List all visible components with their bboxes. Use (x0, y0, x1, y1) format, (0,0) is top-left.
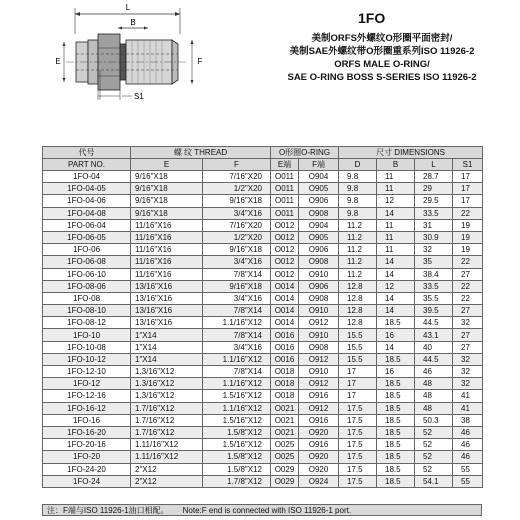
cell-thread-f: 9/16"X18 (203, 244, 271, 256)
desc-line: 美制SAE外螺纹带O形圈重系列ISO 11926-2 (289, 46, 475, 57)
dim-label-B: B (130, 18, 136, 27)
cell-thread-f: 1.5/16"X12 (203, 414, 271, 426)
note-cn: 注：F端与ISO 11926-1油口相配。 (47, 506, 169, 515)
cell-thread-f: 1.7/8"X12 (203, 475, 271, 487)
cell-oring-e: O012 (271, 219, 299, 231)
cell-b: 18.5 (377, 439, 415, 451)
cell-oring-f: O916 (299, 414, 339, 426)
cell-part-no: 1FO-08 (43, 292, 131, 304)
cell-thread-f: 1/2"X20 (203, 183, 271, 195)
cell-part-no: 1FO-10-08 (43, 341, 131, 353)
col-header-d: D (339, 159, 377, 171)
table-row (43, 280, 483, 292)
cell-b: 11 (377, 183, 415, 195)
cell-thread-e: 1.7/16"X12 (131, 414, 203, 426)
cell-thread-f: 1.5/16"X12 (203, 390, 271, 402)
cell-b: 18.5 (377, 378, 415, 390)
cell-d: 11.2 (339, 268, 377, 280)
cell-d: 9.8 (339, 195, 377, 207)
cell-s1: 19 (453, 244, 483, 256)
cell-d: 17 (339, 390, 377, 402)
cell-thread-f: 3/4"X16 (203, 207, 271, 219)
cell-d: 9.8 (339, 183, 377, 195)
cell-s1: 17 (453, 183, 483, 195)
table-row (43, 439, 483, 451)
cell-l: 44.5 (415, 317, 453, 329)
cell-part-no: 1FO-24 (43, 475, 131, 487)
cell-l: 52 (415, 463, 453, 475)
table-note (42, 504, 482, 516)
cell-s1: 19 (453, 219, 483, 231)
cell-b: 18.5 (377, 402, 415, 414)
col-header-s1: S1 (453, 159, 483, 171)
table-row (43, 402, 483, 414)
cell-l: 29 (415, 183, 453, 195)
col-header-e-end: E端 (271, 159, 299, 171)
cell-l: 33.5 (415, 280, 453, 292)
cell-oring-e: O021 (271, 402, 299, 414)
cell-s1: 19 (453, 231, 483, 243)
cell-l: 33.5 (415, 207, 453, 219)
cell-l: 43.1 (415, 329, 453, 341)
cell-d: 12.8 (339, 317, 377, 329)
cell-b: 14 (377, 305, 415, 317)
cell-l: 35.5 (415, 292, 453, 304)
table-row (43, 292, 483, 304)
cell-s1: 27 (453, 268, 483, 280)
table-row (43, 341, 483, 353)
cell-thread-f: 7/16"X20 (203, 219, 271, 231)
cell-l: 32 (415, 244, 453, 256)
cell-l: 40 (415, 341, 453, 353)
cell-s1: 32 (453, 317, 483, 329)
cell-s1: 46 (453, 426, 483, 438)
cell-thread-e: 9/16"X18 (131, 183, 203, 195)
cell-oring-f: O920 (299, 451, 339, 463)
cell-thread-f: 1.1/16"X12 (203, 402, 271, 414)
cell-thread-f: 7/8"X14 (203, 329, 271, 341)
cell-oring-f: O912 (299, 378, 339, 390)
cell-part-no: 1FO-06-10 (43, 268, 131, 280)
cell-l: 54.1 (415, 475, 453, 487)
cell-part-no: 1FO-16-12 (43, 402, 131, 414)
cell-part-no: 1FO-06-04 (43, 219, 131, 231)
cell-b: 11 (377, 244, 415, 256)
cell-d: 17.5 (339, 402, 377, 414)
cell-thread-f: 7/8"X14 (203, 268, 271, 280)
col-header-dimensions: 尺寸 DIMENSIONS (339, 147, 483, 159)
cell-oring-f: O906 (299, 280, 339, 292)
cell-thread-f: 1.1/16"X12 (203, 317, 271, 329)
cell-l: 28.7 (415, 171, 453, 183)
cell-d: 15.5 (339, 341, 377, 353)
table-row (43, 463, 483, 475)
cell-oring-e: O029 (271, 475, 299, 487)
cell-oring-e: O018 (271, 378, 299, 390)
table-row (43, 171, 483, 183)
cell-thread-f: 1.5/8"X12 (203, 426, 271, 438)
cell-part-no: 1FO-04 (43, 171, 131, 183)
cell-oring-f: O912 (299, 402, 339, 414)
cell-part-no: 1FO-24-20 (43, 463, 131, 475)
cell-oring-f: O912 (299, 353, 339, 365)
dim-label-E: E (55, 57, 61, 66)
cell-oring-f: O916 (299, 439, 339, 451)
cell-oring-f: O906 (299, 244, 339, 256)
cell-b: 14 (377, 268, 415, 280)
cell-b: 18.5 (377, 426, 415, 438)
table-row (43, 451, 483, 463)
cell-oring-f: O920 (299, 426, 339, 438)
table-row (43, 268, 483, 280)
cell-d: 17.5 (339, 426, 377, 438)
cell-d: 17.5 (339, 451, 377, 463)
table-row (43, 426, 483, 438)
cell-b: 11 (377, 231, 415, 243)
cell-oring-e: O011 (271, 195, 299, 207)
cell-d: 17 (339, 378, 377, 390)
cell-thread-e: 1.7/16"X12 (131, 426, 203, 438)
fitting-drawing (40, 0, 220, 130)
cell-part-no: 1FO-12-16 (43, 390, 131, 402)
cell-l: 35 (415, 256, 453, 268)
cell-thread-f: 1.1/16"X12 (203, 353, 271, 365)
cell-b: 18.5 (377, 475, 415, 487)
cell-b: 18.5 (377, 390, 415, 402)
cell-part-no: 1FO-06-05 (43, 231, 131, 243)
cell-thread-f: 7/16"X20 (203, 171, 271, 183)
cell-s1: 17 (453, 171, 483, 183)
cell-part-no: 1FO-20 (43, 451, 131, 463)
cell-l: 48 (415, 390, 453, 402)
cell-d: 17.5 (339, 475, 377, 487)
cell-thread-e: 1"X14 (131, 329, 203, 341)
note-en: Note:F end is connected with ISO 11926-1 port. (182, 506, 352, 515)
cell-thread-e: 1.11/16"X12 (131, 439, 203, 451)
cell-d: 9.8 (339, 207, 377, 219)
cell-oring-e: O014 (271, 280, 299, 292)
col-header-f: F (203, 159, 271, 171)
product-title: 1FO (358, 10, 386, 26)
table-row (43, 244, 483, 256)
cell-part-no: 1FO-04-05 (43, 183, 131, 195)
cell-b: 11 (377, 219, 415, 231)
cell-b: 16 (377, 329, 415, 341)
cell-thread-f: 1.5/8"X12 (203, 451, 271, 463)
col-header-part-no: PART NO. (43, 159, 131, 171)
col-header-e: E (131, 159, 203, 171)
cell-thread-e: 13/16"X16 (131, 292, 203, 304)
cell-s1: 17 (453, 195, 483, 207)
cell-oring-e: O014 (271, 305, 299, 317)
cell-part-no: 1FO-12-10 (43, 366, 131, 378)
cell-l: 39.5 (415, 305, 453, 317)
col-header-b: B (377, 159, 415, 171)
table-row (43, 183, 483, 195)
cell-oring-f: O905 (299, 183, 339, 195)
table-row (43, 390, 483, 402)
cell-oring-e: O012 (271, 268, 299, 280)
cell-d: 17 (339, 366, 377, 378)
cell-thread-e: 9/16"X18 (131, 171, 203, 183)
cell-oring-f: O916 (299, 390, 339, 402)
cell-oring-f: O924 (299, 475, 339, 487)
cell-thread-f: 3/4"X16 (203, 256, 271, 268)
cell-thread-e: 1"X14 (131, 353, 203, 365)
desc-line: ORFS MALE O-RING/ (334, 59, 430, 70)
cell-part-no: 1FO-10 (43, 329, 131, 341)
cell-oring-f: O920 (299, 463, 339, 475)
cell-d: 9.8 (339, 171, 377, 183)
cell-thread-e: 13/16"X16 (131, 317, 203, 329)
cell-s1: 55 (453, 475, 483, 487)
dim-label-L: L (125, 3, 131, 12)
cell-b: 18.5 (377, 414, 415, 426)
cell-d: 12.8 (339, 280, 377, 292)
cell-part-no: 1FO-10-12 (43, 353, 131, 365)
cell-b: 11 (377, 171, 415, 183)
table-row (43, 317, 483, 329)
cell-thread-f: 1.5/8"X12 (203, 463, 271, 475)
cell-thread-e: 2"X12 (131, 475, 203, 487)
cell-b: 14 (377, 207, 415, 219)
cell-d: 15.5 (339, 329, 377, 341)
cell-l: 48 (415, 378, 453, 390)
table-row (43, 329, 483, 341)
cell-s1: 41 (453, 402, 483, 414)
cell-part-no: 1FO-06 (43, 244, 131, 256)
cell-thread-e: 1"X14 (131, 341, 203, 353)
table-row (43, 219, 483, 231)
cell-oring-e: O011 (271, 207, 299, 219)
cell-s1: 27 (453, 305, 483, 317)
cell-l: 52 (415, 426, 453, 438)
cell-d: 11.2 (339, 244, 377, 256)
cell-oring-f: O910 (299, 329, 339, 341)
col-header-f-end: F端 (299, 159, 339, 171)
cell-l: 52 (415, 439, 453, 451)
cell-thread-e: 1.3/16"X12 (131, 366, 203, 378)
table-row (43, 195, 483, 207)
cell-part-no: 1FO-20-16 (43, 439, 131, 451)
cell-oring-e: O025 (271, 439, 299, 451)
table-body (43, 171, 483, 488)
cell-d: 17.5 (339, 414, 377, 426)
cell-b: 18.5 (377, 451, 415, 463)
cell-oring-f: O908 (299, 292, 339, 304)
cell-part-no: 1FO-08-06 (43, 280, 131, 292)
table-row (43, 414, 483, 426)
table-subheader-row (43, 159, 483, 171)
cell-thread-e: 13/16"X16 (131, 305, 203, 317)
cell-s1: 22 (453, 280, 483, 292)
cell-thread-e: 1.3/16"X12 (131, 378, 203, 390)
cell-s1: 32 (453, 353, 483, 365)
cell-thread-e: 1.3/16"X12 (131, 390, 203, 402)
cell-thread-e: 9/16"X18 (131, 207, 203, 219)
cell-l: 48 (415, 402, 453, 414)
cell-thread-e: 1.11/16"X12 (131, 451, 203, 463)
cell-oring-e: O014 (271, 317, 299, 329)
cell-thread-f: 7/8"X14 (203, 305, 271, 317)
cell-oring-f: O905 (299, 231, 339, 243)
cell-oring-e: O021 (271, 414, 299, 426)
cell-oring-e: O011 (271, 183, 299, 195)
cell-oring-e: O016 (271, 353, 299, 365)
col-header-part-cn: 代号 (43, 147, 131, 159)
cell-b: 12 (377, 280, 415, 292)
cell-s1: 55 (453, 463, 483, 475)
table-header-row (43, 147, 483, 159)
col-header-l: L (415, 159, 453, 171)
cell-thread-f: 3/4"X16 (203, 341, 271, 353)
cell-oring-f: O910 (299, 366, 339, 378)
cell-b: 18.5 (377, 317, 415, 329)
col-header-oring: O形圈O-RING (271, 147, 339, 159)
cell-d: 17.5 (339, 463, 377, 475)
cell-part-no: 1FO-04-06 (43, 195, 131, 207)
cell-oring-f: O906 (299, 195, 339, 207)
cell-oring-e: O025 (271, 451, 299, 463)
cell-s1: 32 (453, 378, 483, 390)
cell-thread-e: 11/16"X16 (131, 231, 203, 243)
cell-d: 11.2 (339, 231, 377, 243)
cell-s1: 46 (453, 439, 483, 451)
cell-d: 15.5 (339, 353, 377, 365)
cell-l: 52 (415, 451, 453, 463)
cell-s1: 41 (453, 390, 483, 402)
cell-thread-f: 9/16"X18 (203, 195, 271, 207)
table-row (43, 378, 483, 390)
cell-l: 29.5 (415, 195, 453, 207)
cell-oring-e: O011 (271, 171, 299, 183)
cell-oring-f: O910 (299, 305, 339, 317)
table-row (43, 256, 483, 268)
cell-part-no: 1FO-16 (43, 414, 131, 426)
product-description (262, 32, 502, 84)
cell-oring-f: O908 (299, 341, 339, 353)
cell-s1: 46 (453, 451, 483, 463)
cell-oring-e: O018 (271, 366, 299, 378)
cell-thread-f: 3/4"X16 (203, 292, 271, 304)
cell-oring-e: O016 (271, 329, 299, 341)
cell-oring-f: O908 (299, 256, 339, 268)
cell-oring-f: O912 (299, 317, 339, 329)
cell-oring-f: O908 (299, 207, 339, 219)
cell-s1: 22 (453, 292, 483, 304)
table-row (43, 353, 483, 365)
cell-oring-f: O904 (299, 219, 339, 231)
spec-table (42, 146, 483, 488)
table-row (43, 207, 483, 219)
cell-l: 44.5 (415, 353, 453, 365)
dim-label-S1: S1 (134, 92, 144, 101)
cell-l: 46 (415, 366, 453, 378)
cell-b: 18.5 (377, 463, 415, 475)
cell-thread-f: 7/8"X14 (203, 366, 271, 378)
cell-thread-e: 1.7/16"X12 (131, 402, 203, 414)
cell-thread-e: 11/16"X16 (131, 244, 203, 256)
table-row (43, 475, 483, 487)
cell-b: 16 (377, 366, 415, 378)
cell-s1: 27 (453, 329, 483, 341)
cell-oring-e: O012 (271, 244, 299, 256)
cell-thread-e: 11/16"X16 (131, 268, 203, 280)
cell-l: 30.9 (415, 231, 453, 243)
cell-part-no: 1FO-12 (43, 378, 131, 390)
cell-b: 14 (377, 341, 415, 353)
cell-oring-e: O012 (271, 231, 299, 243)
cell-thread-f: 9/16"X18 (203, 280, 271, 292)
desc-line: 美制ORFS外螺纹O形圈平面密封/ (311, 33, 453, 44)
cell-thread-e: 13/16"X16 (131, 280, 203, 292)
cell-oring-f: O910 (299, 268, 339, 280)
cell-oring-e: O016 (271, 341, 299, 353)
cell-d: 11.2 (339, 256, 377, 268)
cell-b: 12 (377, 195, 415, 207)
cell-d: 11.2 (339, 219, 377, 231)
cell-d: 12.8 (339, 305, 377, 317)
cell-b: 14 (377, 292, 415, 304)
cell-part-no: 1FO-08-12 (43, 317, 131, 329)
cell-thread-f: 1/2"X20 (203, 231, 271, 243)
cell-oring-e: O021 (271, 426, 299, 438)
cell-part-no: 1FO-16-20 (43, 426, 131, 438)
cell-l: 38.4 (415, 268, 453, 280)
cell-d: 12.8 (339, 292, 377, 304)
cell-thread-f: 1.1/16"X12 (203, 378, 271, 390)
col-header-thread: 螺 纹 THREAD (131, 147, 271, 159)
cell-s1: 32 (453, 366, 483, 378)
cell-s1: 27 (453, 341, 483, 353)
cell-part-no: 1FO-06-08 (43, 256, 131, 268)
cell-oring-e: O029 (271, 463, 299, 475)
dim-label-F: F (197, 57, 203, 66)
cell-oring-e: O014 (271, 292, 299, 304)
cell-l: 50.3 (415, 414, 453, 426)
cell-oring-e: O012 (271, 256, 299, 268)
table-row (43, 231, 483, 243)
cell-thread-f: 1.5/16"X12 (203, 439, 271, 451)
cell-oring-e: O018 (271, 390, 299, 402)
cell-b: 18.5 (377, 353, 415, 365)
cell-s1: 38 (453, 414, 483, 426)
cell-l: 31 (415, 219, 453, 231)
cell-thread-e: 11/16"X16 (131, 256, 203, 268)
cell-part-no: 1FO-04-08 (43, 207, 131, 219)
cell-thread-e: 11/16"X16 (131, 219, 203, 231)
cell-s1: 22 (453, 256, 483, 268)
table-row (43, 305, 483, 317)
cell-thread-e: 9/16"X18 (131, 195, 203, 207)
cell-part-no: 1FO-08-10 (43, 305, 131, 317)
table-row (43, 366, 483, 378)
cell-thread-e: 2"X12 (131, 463, 203, 475)
cell-s1: 22 (453, 207, 483, 219)
cell-d: 17.5 (339, 439, 377, 451)
cell-oring-f: O904 (299, 171, 339, 183)
desc-line: SAE O-RING BOSS S-SERIES ISO 11926-2 (287, 72, 477, 83)
cell-b: 14 (377, 256, 415, 268)
